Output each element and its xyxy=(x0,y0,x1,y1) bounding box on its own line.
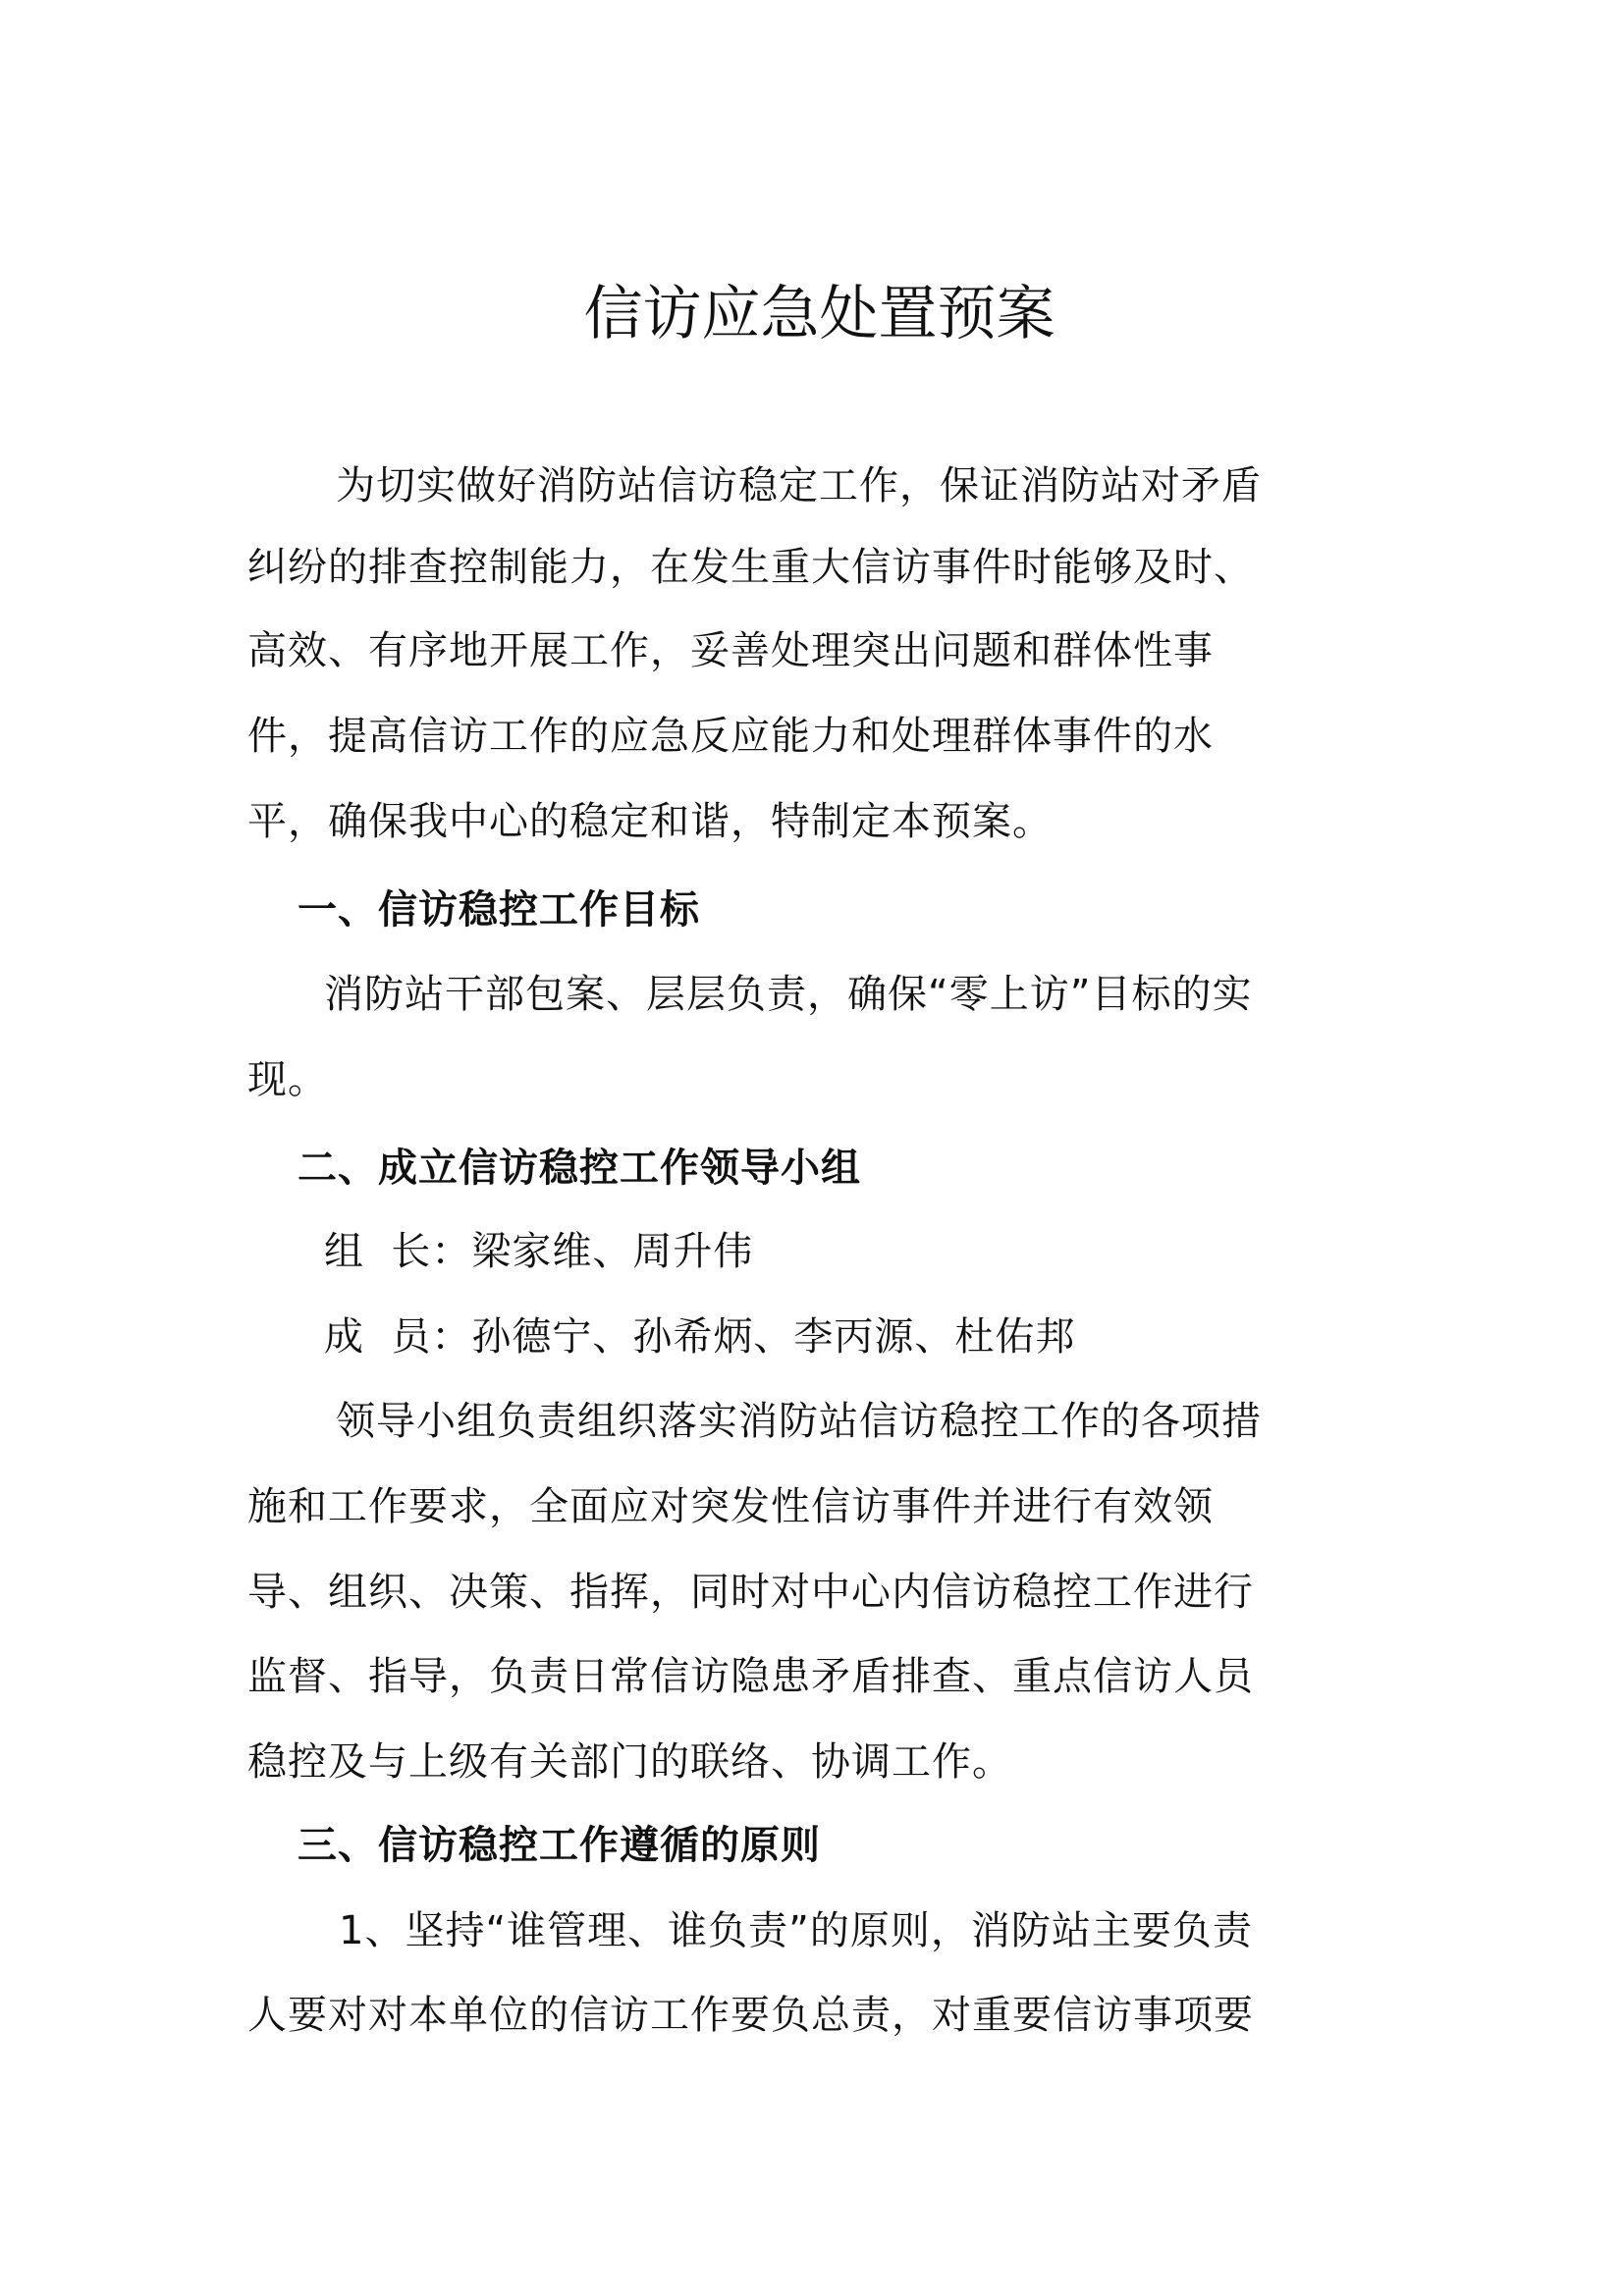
section-heading-2: 二、成立信访稳控工作领导小组 xyxy=(298,1146,861,1191)
paragraph-line: 平，确保我中心的稳定和谐，特制定本预案。 xyxy=(247,799,1053,844)
paragraph-line: 为切实做好消防站信访稳定工作，保证消防站对矛盾 xyxy=(336,463,1262,508)
document-title: 信访应急处置预案 xyxy=(583,280,1055,348)
paragraph-line: 领导小组负责组织落实消防站信访稳控工作的各项措 xyxy=(336,1399,1262,1444)
paragraph-line: 人要对对本单位的信访工作要负总责，对重要信访事项要 xyxy=(247,1993,1254,2038)
paragraph-line: 现。 xyxy=(247,1057,328,1102)
paragraph-line: 纠纷的排查控制能力，在发生重大信访事件时能够及时、 xyxy=(247,545,1254,590)
group-members-line: 成 员：孙德宁、孙希炳、李丙源、杜佑邦 xyxy=(324,1314,1076,1360)
paragraph-line: 导、组织、决策、指挥，同时对中心内信访稳控工作进行 xyxy=(247,1570,1254,1615)
paragraph-line: 施和工作要求，全面应对突发性信访事件并进行有效领 xyxy=(247,1484,1214,1529)
paragraph-line: 件，提高信访工作的应急反应能力和处理群体事件的水 xyxy=(247,714,1214,759)
section-heading-3: 三、信访稳控工作遵循的原则 xyxy=(298,1823,821,1868)
group-leader-line: 组 长：梁家维、周升伟 xyxy=(324,1229,754,1274)
paragraph-line: 高效、有序地开展工作，妥善处理突出问题和群体性事 xyxy=(247,628,1214,673)
section-heading-1: 一、信访稳控工作目标 xyxy=(298,887,700,933)
paragraph-line: 稳控及与上级有关部门的联络、协调工作。 xyxy=(247,1739,1012,1785)
paragraph-line: 监督、指导，负责日常信访隐患矛盾排查、重点信访人员 xyxy=(247,1654,1254,1699)
paragraph-line: 消防站干部包案、层层负责，确保“零上访”目标的实 xyxy=(324,972,1253,1017)
paragraph-line: 1、坚持“谁管理、谁负责”的原则，消防站主要负责 xyxy=(339,1908,1253,1953)
